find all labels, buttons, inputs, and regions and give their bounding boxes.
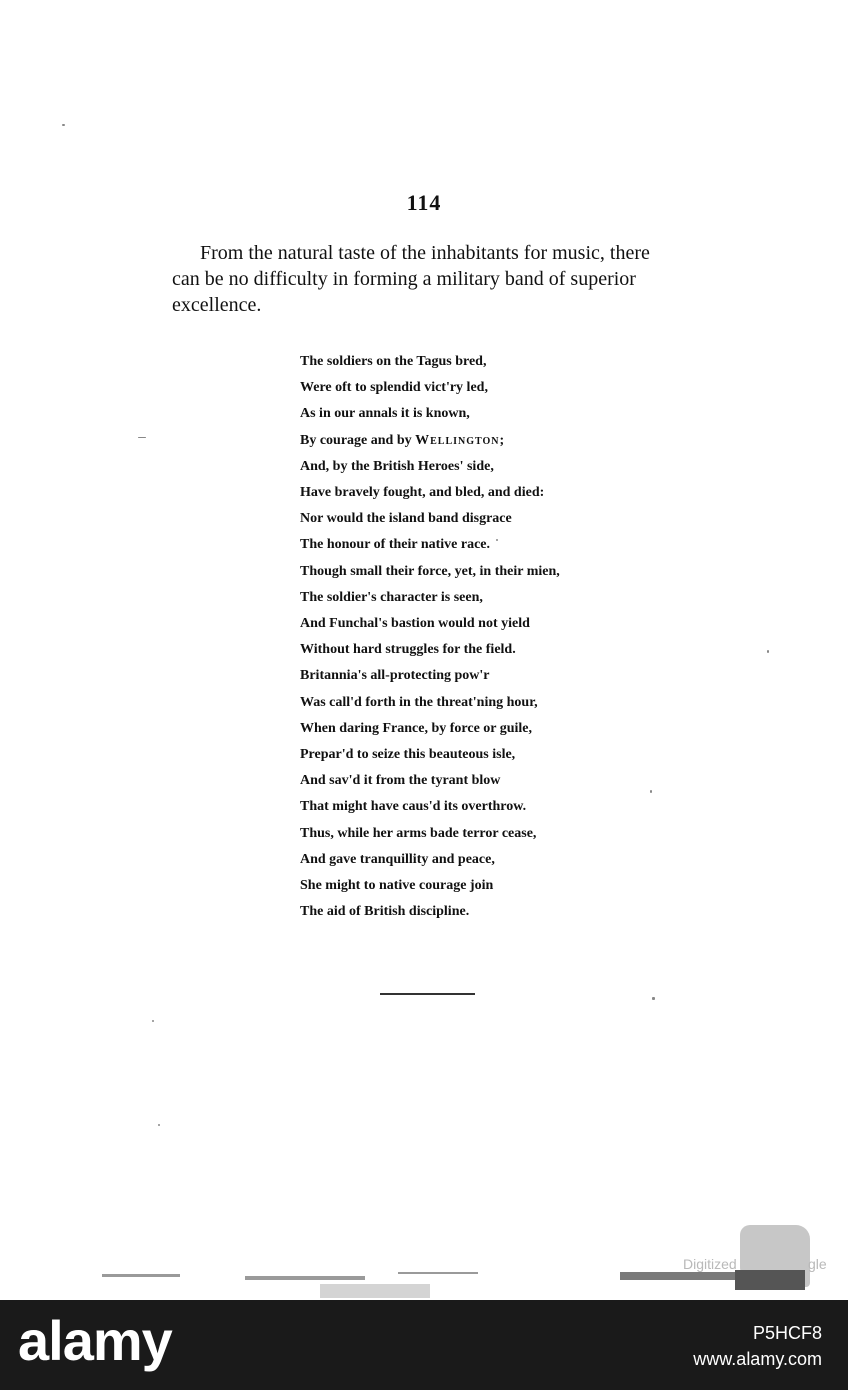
scan-blot-dark — [735, 1270, 805, 1290]
watermark-left: Digitized — [683, 1256, 737, 1272]
intro-line: excellence. — [172, 294, 262, 316]
poem-line-text: Prepar'd to seize this beauteous isle, — [300, 747, 516, 763]
poem-line — [300, 742, 630, 768]
poem-line-text: Without hard struggles for the field. — [300, 642, 516, 658]
scan-speck — [650, 790, 652, 793]
poem-line-text: The soldier's character is seen, — [300, 589, 483, 605]
poem-line — [300, 611, 630, 637]
poem-line-text: And gave tranquillity and peace, — [300, 851, 495, 867]
section-rule — [380, 993, 475, 995]
scan-speck — [158, 1124, 160, 1126]
poem-line-text: Britannia's all-protecting pow'r — [300, 668, 490, 684]
scan-speck — [767, 650, 769, 653]
poem-line-text: Nor would the island band disgrace — [300, 511, 512, 527]
scan-artifact — [102, 1274, 180, 1277]
poem-line-text: Was call'd forth in the threat'ning hour, — [300, 694, 538, 710]
poem-line — [300, 480, 630, 506]
poem-line — [300, 663, 630, 689]
page-number: 114 — [406, 190, 442, 215]
poem-line-punct: ; — [499, 432, 505, 448]
poem-line — [300, 506, 630, 532]
poem-line — [300, 847, 630, 873]
digitized-watermark — [683, 1256, 827, 1272]
poem-small-caps-name: Wellington — [415, 432, 500, 448]
poem-line — [300, 873, 630, 899]
poem-line-text: And Funchal's bastion would not yield — [300, 616, 530, 632]
poem-line-text: Though small their force, yet, in their mien, — [300, 563, 560, 579]
scan-artifact — [620, 1272, 740, 1280]
scan-speck — [152, 1020, 154, 1022]
poem-line-text: The honour of their native race. — [300, 537, 491, 553]
poem-line-text: She might to native courage join — [300, 878, 494, 894]
poem-line-text: And, by the British Heroes' side, — [300, 458, 494, 474]
poem-line — [300, 899, 630, 925]
poem-line — [300, 532, 630, 558]
scan-artifact — [245, 1276, 365, 1280]
poem-line-text: As in our annals it is known, — [300, 406, 470, 422]
poem-line — [300, 454, 630, 480]
poem-line-text: And sav'd it from the tyrant blow — [300, 773, 501, 789]
scan-artifact — [398, 1272, 478, 1274]
stock-image-id: P5HCF8 — [752, 1323, 822, 1343]
poem-line — [300, 821, 630, 847]
scan-speck — [138, 437, 146, 438]
poem — [300, 349, 630, 925]
poem-line-text: That might have caus'd its overthrow. — [300, 799, 527, 815]
poem-line-text: The aid of British discipline. — [300, 904, 470, 920]
poem-line — [300, 585, 630, 611]
intro-line: From the natural taste of the inhabitants for music, there — [200, 242, 650, 264]
poem-line — [300, 794, 630, 820]
poem-line — [300, 349, 630, 375]
intro-paragraph — [172, 240, 717, 318]
stock-logo: alamy — [18, 1309, 172, 1372]
scan-speck — [496, 539, 498, 541]
scan-artifact — [320, 1284, 430, 1298]
poem-line-text: Have bravely fought, and bled, and died: — [300, 485, 545, 501]
poem-line — [300, 559, 630, 585]
scan-speck — [62, 124, 65, 126]
intro-line: can be no difficulty in forming a military band of superior — [172, 268, 636, 290]
poem-line — [300, 637, 630, 663]
stock-credit — [693, 1320, 822, 1372]
poem-line — [300, 768, 630, 794]
poem-line — [300, 690, 630, 716]
watermark-right: gle — [808, 1256, 827, 1272]
poem-line-text: Were oft to splendid vict'ry led, — [300, 380, 488, 396]
poem-line — [300, 428, 630, 454]
poem-line-text: By courage and by — [300, 432, 416, 448]
stock-site: www.alamy.com — [693, 1349, 822, 1369]
poem-line — [300, 716, 630, 742]
stock-banner — [0, 1300, 848, 1390]
scan-speck — [652, 997, 655, 1000]
poem-line-text: The soldiers on the Tagus bred, — [300, 354, 487, 369]
poem-line — [300, 375, 630, 401]
poem-line — [300, 401, 630, 427]
poem-line-text: Thus, while her arms bade terror cease, — [300, 825, 537, 841]
poem-line-text: When daring France, by force or guile, — [300, 720, 533, 736]
